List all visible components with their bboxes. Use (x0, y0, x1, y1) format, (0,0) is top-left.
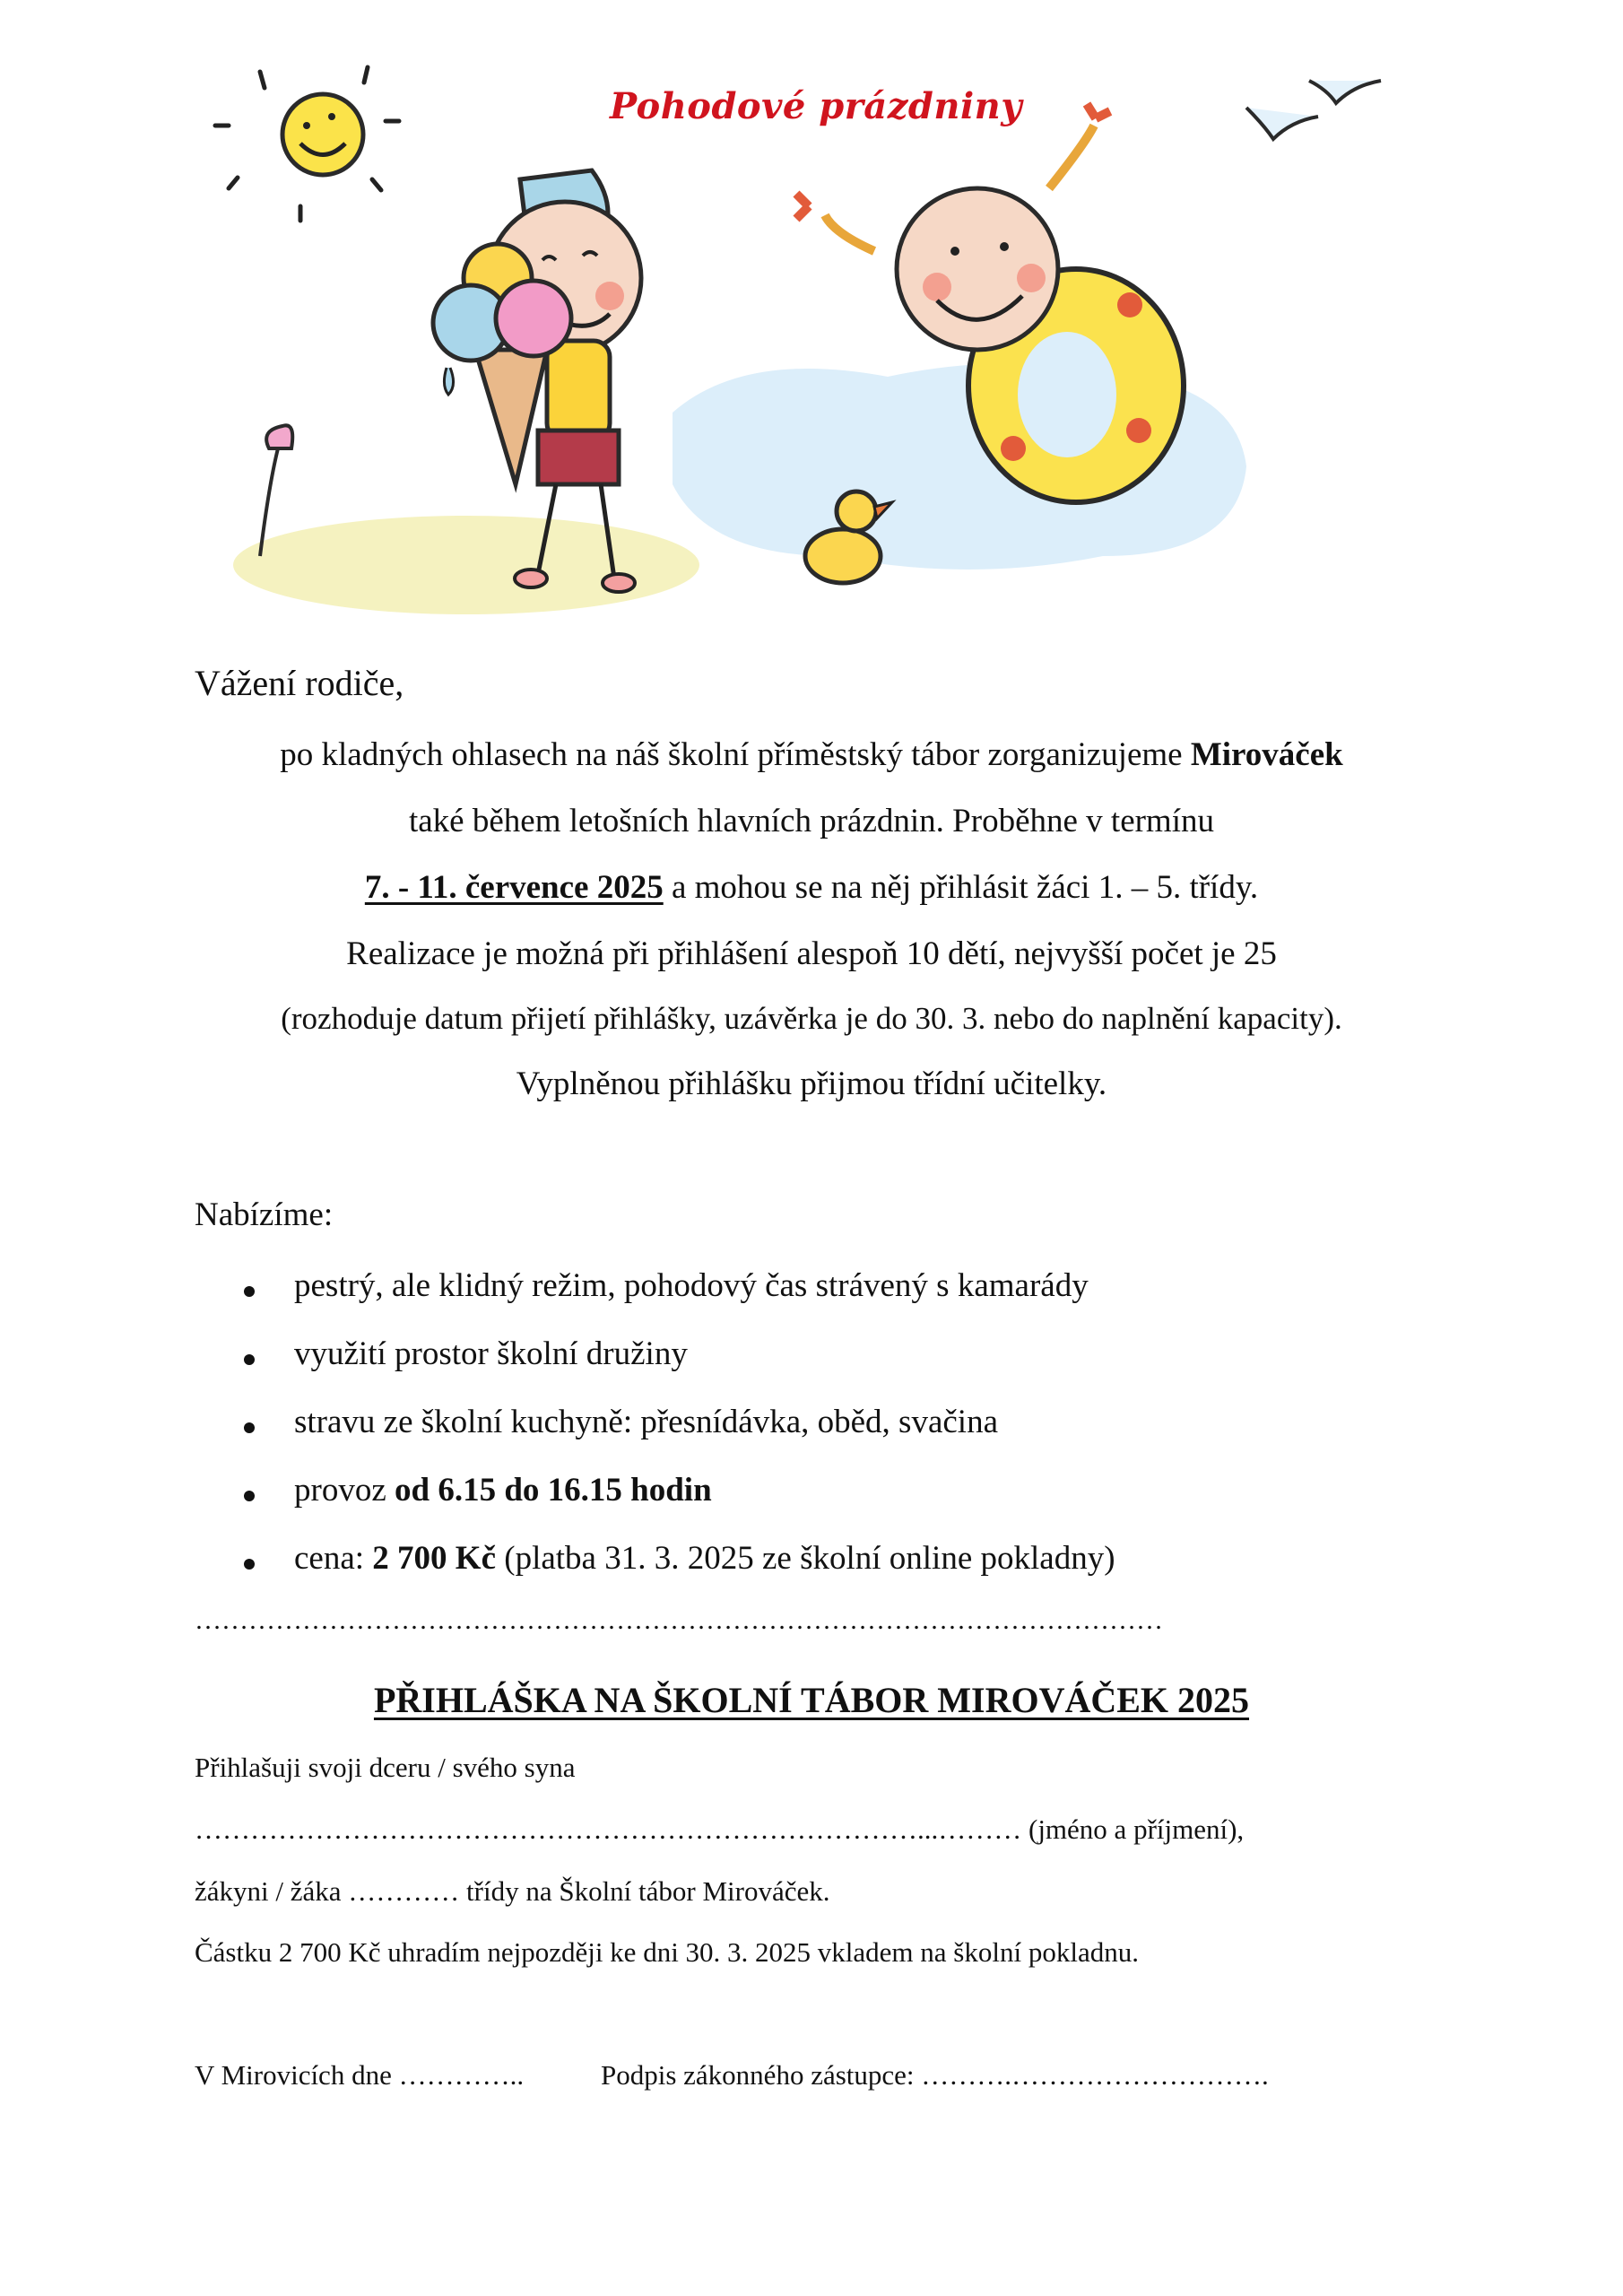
banner-title: Pohodové prázdniny (610, 85, 1022, 127)
payment-note: (platba 31. 3. 2025 ze školní online pokladny) (496, 1540, 1115, 1577)
camp-dates: 7. - 11. července 2025 (364, 869, 664, 906)
summer-illustration (206, 54, 1435, 619)
seagulls (1246, 81, 1381, 139)
place-date-field[interactable]: V Mirovicích dne ………….. (195, 2059, 525, 2091)
name-field-label: (jméno a příjmení), (1021, 1813, 1245, 1845)
bullet-icon (244, 1422, 255, 1433)
price: 2 700 Kč (372, 1540, 496, 1577)
offer-item-prefix: provoz (294, 1472, 395, 1509)
deadline-line: (rozhoduje datum přijetí přihlášky, uzávěrka je do 30. 3. nebo do naplnění kapacity). (281, 1001, 1342, 1036)
offer-item: stravu ze školní kuchyně: přesnídávka, oběd, svačina (294, 1404, 998, 1440)
intro-line-2: také během letošních hlavních prázdnin. Proběhne v termínu (408, 803, 1214, 839)
sun-icon (215, 67, 399, 221)
operating-hours: od 6.15 do 16.15 hodin (395, 1472, 712, 1509)
form-line-payment: Částku 2 700 Kč uhradím nejpozději ke dni 30. 3. 2025 vkladem na školní pokladnu. (195, 1936, 1139, 1968)
offer-heading: Nabízíme: (195, 1196, 334, 1233)
offer-item (294, 1474, 712, 1507)
greeting: Vážení rodiče, (195, 663, 404, 703)
cut-line-separator: ……………………………………………………………………………………………… (195, 1605, 1163, 1635)
bullet-icon (244, 1286, 255, 1297)
signature-field[interactable]: Podpis zákonného zástupce: ……….………………………. (601, 2059, 1269, 2091)
eligibility-text: a mohou se na něj přihlásit žáci 1. – 5. třídy. (663, 869, 1259, 906)
intro-line-3 (0, 871, 1623, 904)
submission-line: Vyplněnou přihlášku přijmou třídní učitelky. (516, 1065, 1107, 1102)
offer-item (294, 1542, 1115, 1575)
form-line-name (195, 1815, 1244, 1843)
grass-patch (233, 516, 699, 614)
capacity-line: Realizace je možná při přihlášení alespoň 10 dětí, nejvyšší počet je 25 (346, 935, 1277, 972)
child-name-field[interactable]: ……………………………………………………………………...……… (195, 1813, 1022, 1845)
offer-item-prefix: cena: (294, 1540, 373, 1577)
camp-name: Mirováček (1190, 736, 1343, 773)
form-title: PŘIHLÁŠKA NA ŠKOLNÍ TÁBOR MIROVÁČEK 2025 (373, 1680, 1250, 1720)
bullet-icon (244, 1559, 255, 1570)
offer-item: využití prostor školní družiny (294, 1335, 688, 1372)
intro-text: po kladných ohlasech na náš školní příměstský tábor zorganizujeme (280, 736, 1191, 773)
intro-line-1 (0, 738, 1623, 771)
bullet-icon (244, 1354, 255, 1365)
form-line-enrol: Přihlašuji svoji dceru / svého syna (195, 1752, 576, 1783)
children-summer-clipart (206, 54, 1435, 619)
bullet-icon (244, 1491, 255, 1501)
offer-item: pestrý, ale klidný režim, pohodový čas strávený s kamarády (294, 1267, 1089, 1304)
form-line-class[interactable]: žákyni / žáka ………… třídy na Školní tábor Mirováček. (195, 1875, 830, 1907)
